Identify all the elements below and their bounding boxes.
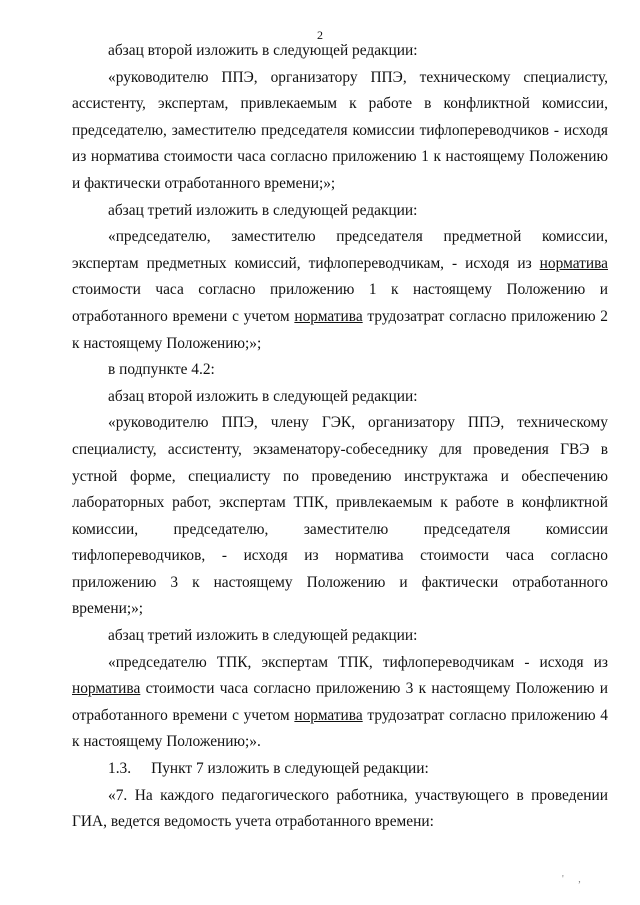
paragraph-9-line-1: «председателю ТПК, экспертам ТПК, тифлопереводчикам - исходя из: [108, 653, 608, 671]
paragraph-9-line-4: к настоящему Положению;».: [72, 733, 261, 751]
paragraph-5: в подпункте 4.2:: [108, 361, 215, 379]
paragraph-9-line-2-text: стоимости часа согласно приложению 3 к настоящему Положению и: [140, 680, 608, 698]
paragraph-7-line-8: времени;»;: [72, 600, 144, 618]
page-number: 2: [317, 28, 323, 42]
paragraph-2-line-5: и фактически отработанного времени;»;: [72, 174, 336, 192]
paragraph-4-line-2-text: экспертам предметных комиссий, тифлопереводчикам, - исходя из: [72, 254, 540, 272]
paragraph-8: абзац третий изложить в следующей редакции:: [108, 627, 418, 645]
paragraph-9-line-3-text-b: трудозатрат согласно приложению 4: [362, 706, 608, 724]
paragraph-11-line-1: «7. На каждого педагогического работника, участвующего в проведении: [108, 786, 608, 804]
paragraph-4-line-4-text-a: отработанного времени с учетом: [72, 307, 295, 325]
underlined-term: норматива: [72, 680, 141, 698]
paragraph-1: абзац второй изложить в следующей редакции:: [108, 42, 418, 59]
paragraph-11-line-2: ГИА, ведется ведомость учета отработанного времени:: [72, 813, 434, 831]
paragraph-9-line-3: [72, 703, 608, 730]
paragraph-4: [72, 224, 608, 357]
document-body: [72, 38, 608, 836]
paragraph-2: [72, 65, 608, 198]
paragraph-4-line-3: стоимости часа согласно приложению 1 к настоящему Положению и: [72, 281, 608, 299]
paragraph-7-line-6: тифлопереводчиков, - исходя из норматива стоимости часа согласно: [72, 547, 608, 565]
paragraph-7-line-7: приложению 3 к настоящему Положению и фактически отработанного: [72, 573, 608, 591]
paragraph-2-line-1: «руководителю ППЭ, организатору ППЭ, техническому специалисту,: [108, 68, 608, 86]
clause-number: 1.3.: [108, 760, 132, 778]
paragraph-7-line-1: «руководителю ППЭ, члену ГЭК, организатору ППЭ, техническому: [108, 414, 608, 432]
underlined-term: норматива: [294, 307, 363, 325]
paragraph-9-line-2: [72, 676, 608, 703]
paragraph-4-line-4: [72, 304, 608, 331]
underlined-term: норматива: [294, 706, 363, 724]
paragraph-4-line-1: «председателю, заместителю председателя предметной комиссии,: [108, 228, 608, 246]
paragraph-7-line-3: устной форме, специалисту по проведению инструктажа и обеспечению: [72, 467, 608, 485]
paragraph-7-line-2: специалисту, ассистенту, экзаменатору-собеседнику для проведения ГВЭ в: [72, 440, 608, 458]
paragraph-11: [72, 783, 608, 836]
paragraph-3: абзац третий изложить в следующей редакции:: [108, 201, 418, 219]
paragraph-4-line-2: [72, 251, 608, 278]
underlined-term: норматива: [539, 254, 608, 272]
paragraph-2-line-4: из норматива стоимости часа согласно приложению 1 к настоящему Положению: [72, 148, 608, 166]
paragraph-6: абзац второй изложить в следующей редакции:: [108, 387, 418, 405]
paragraph-9: [72, 650, 608, 756]
paragraph-9-line-3-text-a: отработанного времени с учетом: [72, 706, 295, 724]
paragraph-4-line-5: к настоящему Положению;»;: [72, 334, 262, 352]
paragraph-4-line-4-text-b: трудозатрат согласно приложению 2: [362, 307, 608, 325]
paragraph-7-line-5: комиссии, председателю, заместителю председателя комиссии: [72, 520, 608, 538]
corner-scan-marks: ' ,: [562, 874, 587, 885]
paragraph-7-line-4: лабораторных работ, экспертам ТПК, привлекаемым к работе в конфликтной: [72, 494, 608, 512]
paragraph-10: [72, 756, 608, 783]
paragraph-2-line-2: ассистенту, экспертам, привлекаемым к работе в конфликтной комиссии,: [72, 95, 608, 113]
paragraph-2-line-3: председателю, заместителю председателя комиссии тифлопереводчиков - исходя: [72, 121, 608, 139]
paragraph-7: [72, 410, 608, 623]
clause-text: Пункт 7 изложить в следующей редакции:: [151, 760, 429, 778]
